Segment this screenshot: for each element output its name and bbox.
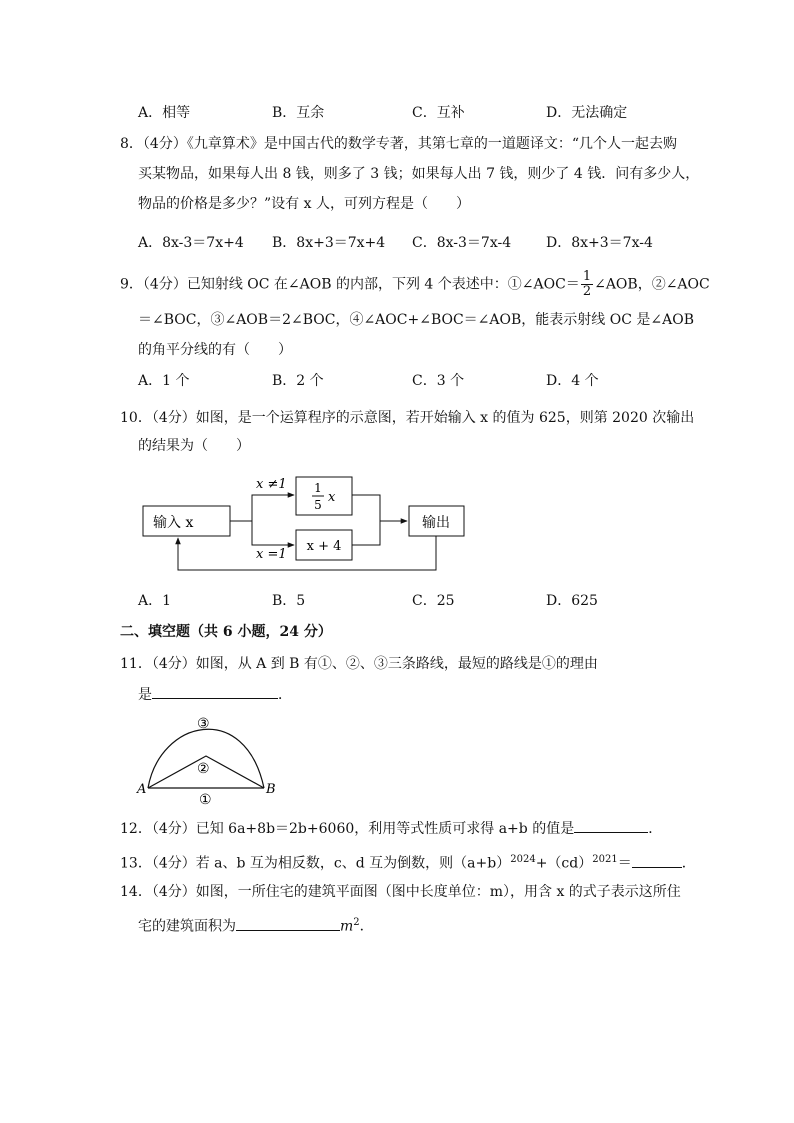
q8-option-b: B．8x+3＝7x+4 (272, 235, 386, 251)
op-frac-den: 5 (314, 498, 322, 512)
cond-top-label: x ≠1 (256, 477, 287, 492)
q11-route-figure (148, 729, 264, 788)
q8-line3: 物品的价格是多少？”设有 x 人，可列方程是（ ） (138, 196, 470, 212)
point-b-label: B (266, 782, 276, 797)
cond-bottom-label: x =1 (256, 547, 287, 562)
q7-option-c: C．互补 (412, 105, 465, 121)
q9-line3: 的角平分线的有（ ） (138, 342, 292, 358)
point-a-label: A (137, 782, 147, 797)
op-frac-num: 1 (314, 481, 322, 495)
q10-option-c: C．25 (412, 593, 455, 609)
q10-option-a: A．1 (138, 593, 172, 609)
q9-option-b: B．2 个 (272, 373, 324, 389)
q10-option-b: B．5 (272, 593, 306, 609)
q8-line2: 买某物品，如果每人出 8 钱，则多了 3 钱；如果每人出 7 钱，则少了 4 钱．问有多少人， (138, 166, 700, 182)
op-bottom-label: x + 4 (306, 539, 342, 554)
q11-answer-blank[interactable] (152, 684, 278, 699)
q11-line2: 是 ． (138, 684, 292, 705)
q8-option-d: D．8x+3＝7x-4 (546, 235, 653, 251)
section-heading: 二、填空题（共 6 小题，24 分） (120, 624, 332, 640)
q13-line: 13．（4分）若 a、b 互为相反数，c、d 互为倒数，则$(a+b)^{2024}+(cd)^{2021}=$ ． (120, 854, 696, 872)
q7-option-b: B．互余 (272, 105, 325, 121)
q8-line1: 8．（4分）《九章算术》是中国古代的数学专著，其第七章的一道题译文：“几个人一起去购 (120, 136, 677, 152)
q7-option-a: A．相等 (138, 105, 191, 121)
q14-line1: 14．（4分）如图，一所住宅的建筑平面图（图中长度单位：m），用含 x 的式子表示这所住 (120, 884, 681, 900)
q10-line1: 10．（4分）如图，是一个运算程序的示意图，若开始输入 x 的值为 625，则第 2020 次输出 (120, 410, 695, 426)
q9-fraction: $\frac{1}{2}$ (582, 269, 592, 299)
q10-line2: 的结果为（ ） (138, 438, 250, 454)
q14-answer-blank[interactable] (236, 916, 340, 931)
output-label: 输出 (422, 515, 450, 531)
op-var: x (328, 490, 336, 505)
route-2-label: ② (197, 761, 210, 777)
q10-option-d: D．625 (546, 593, 598, 609)
q8-option-c: C．8x-3＝7x-4 (412, 235, 512, 251)
q12-answer-blank[interactable] (574, 818, 648, 833)
q13-answer-blank[interactable] (632, 853, 682, 868)
q9-line1-end: ∠AOB，②∠AOC (594, 276, 710, 293)
q7-option-d: D．无法确定 (546, 105, 628, 121)
route-1-label: ① (199, 792, 212, 808)
q9-option-d: D．4 个 (546, 373, 599, 389)
route-3-label: ③ (197, 716, 210, 732)
q9-option-a: A．1 个 (138, 373, 190, 389)
q9-line2: ＝∠BOC，③∠AOB＝2∠BOC，④∠AOC+∠BOC＝∠AOB，能表示射线 OC 是∠AOB (138, 312, 694, 328)
q12-line: 12．（4分）已知 6a+8b＝2b+6060，利用等式性质可求得 a+b 的值是 ． (120, 818, 662, 839)
q14-line2: 宅的建筑面积为 $m^2$． (138, 917, 374, 935)
route-3-arc (148, 729, 264, 788)
q11-line1: 11．（4分）如图，从 A 到 B 有①、②、③三条路线，最短的路线是①的理由 (120, 656, 598, 672)
q8-option-a: A．8x-3＝7x+4 (138, 235, 244, 251)
q9-line1-start: 9．（4分）已知射线 OC 在∠AOB 的内部，下列 4 个表述中：①∠AOC＝ (120, 276, 580, 293)
input-label: 输入 x (153, 515, 194, 531)
q9-option-c: C．3 个 (412, 373, 465, 389)
